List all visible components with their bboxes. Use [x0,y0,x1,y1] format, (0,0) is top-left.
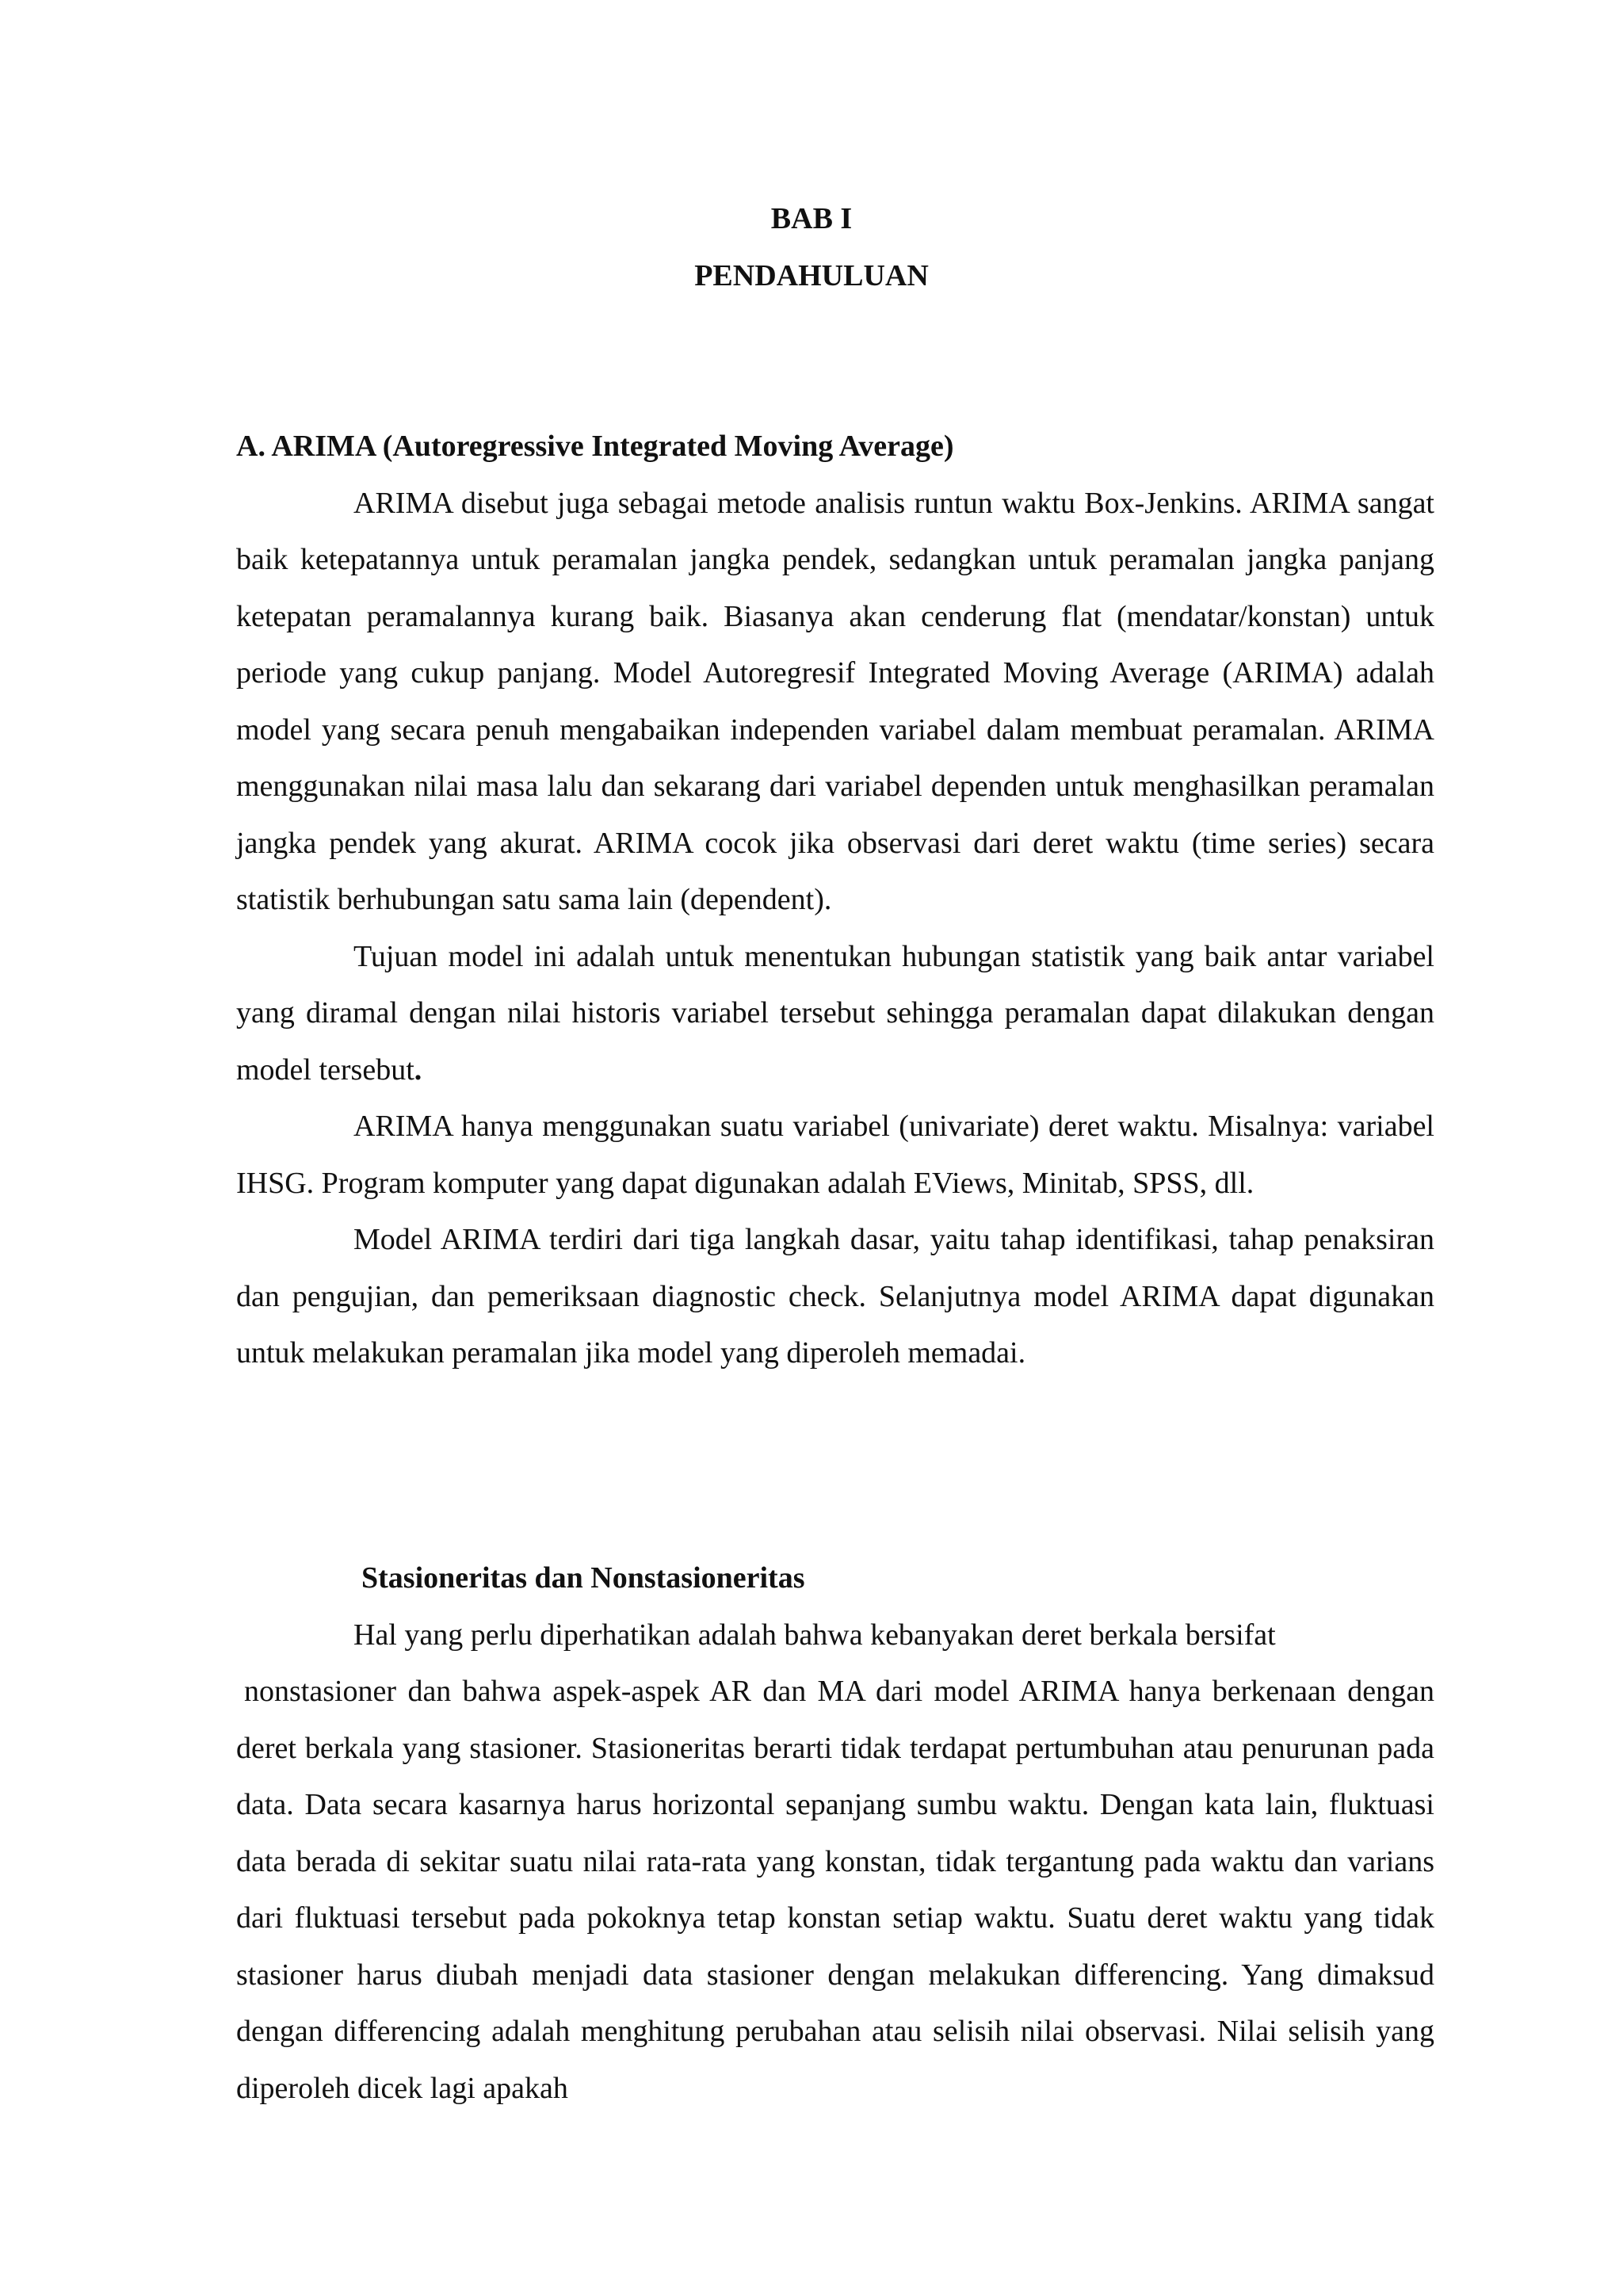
section-heading-arima: A. ARIMA (Autoregressive Integrated Moving Average) [236,430,954,463]
section-heading-stationarity: Stasioneritas dan Nonstasioneritas [361,1561,805,1595]
paragraph-arima-goal-text: Tujuan model ini adalah untuk menentukan hubungan statistik yang baik antar variabel yang diramal dengan nilai historis variabel tersebut sehingga peramalan dapat dilakukan dengan model tersebut [236,939,1434,1087]
paragraph-arima-goal [236,929,1434,1099]
section-arima [236,418,1434,1382]
chapter-number: BAB I [770,202,853,235]
paragraph-stationarity-body: nonstasioner dan bahwa aspek-aspek AR dan MA dari model ARIMA hanya berkenaan dengan deret berkala yang stasioner. Stasioneritas berarti tidak terdapat pertumbuhan atau penurunan pada data. Data secara kasarnya harus horizontal sepanjang sumbu waktu. Dengan kata lain, fluktuasi data berada di sekitar suatu nilai rata-rata yang konstan, tidak tergantung pada waktu dan varians dari fluktuasi tersebut pada pokoknya tetap konstan setiap waktu. Suatu deret waktu yang tidak stasioner harus diubah menjadi data stasioner dengan melakukan differencing. Yang dimaksud dengan differencing adalah menghitung perubahan atau selisih nilai observasi. Nilai selisih yang diperoleh dicek lagi apakah [236,1675,1434,2105]
chapter-title: PENDAHULUAN [694,259,929,292]
section-stationarity [236,1550,1434,2117]
paragraph-arima-intro: ARIMA disebut juga sebagai metode analisis runtun waktu Box-Jenkins. ARIMA sangat baik ketepatannya untuk peramalan jangka pendek, sedangkan untuk peramalan jangka panjang ketepatan peramalannya kurang baik. Biasanya akan cenderung flat (mendatar/konstan) untuk periode yang cukup panjang. Model Autoregresif Integrated Moving Average (ARIMA) adalah model yang secara penuh mengabaikan independen variabel dalam membuat peramalan. ARIMA menggunakan nilai masa lalu dan sekarang dari variabel dependen untuk menghasilkan peramalan jangka pendek yang akurat. ARIMA cocok jika observasi dari deret waktu (time series) secara statistik berhubungan satu sama lain (dependent). [236,486,1434,916]
paragraph-arima-steps: Model ARIMA terdiri dari tiga langkah dasar, yaitu tahap identifikasi, tahap penaksiran dan pengujian, dan pemeriksaan diagnostic check. Selanjutnya model ARIMA dapat digunakan untuk melakukan peramalan jika model yang diperoleh memadai. [236,1223,1434,1370]
paragraph-stationarity-line1: Hal yang perlu diperhatikan adalah bahwa kebanyakan deret berkala bersifat [353,1618,1276,1652]
paragraph-arima-goal-period: . [414,1052,422,1087]
paragraph-arima-univariate: ARIMA hanya menggunakan suatu variabel (univariate) deret waktu. Misalnya: variabel IHSG. Program komputer yang dapat digunakan adalah EViews, Minitab, SPSS, dll. [236,1110,1434,1200]
